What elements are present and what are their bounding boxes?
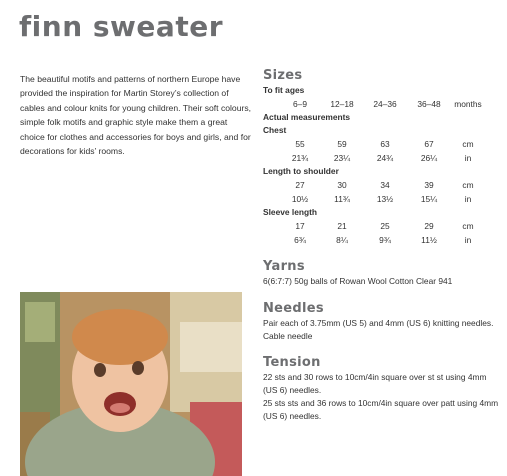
actual-label: Actual measurements [263, 112, 351, 122]
pattern-details [263, 68, 503, 423]
size-cell: 12–18 [330, 99, 354, 109]
intro-paragraph: The beautiful motifs and patterns of northern Europe have provided the inspiration for Martin Storey’s collection of cables and colour knits for young children. Their soft colours, simple folk motifs and graphic style make them a great choice for clothes and accessories for boys and girls, and for decorations for kids’ rooms. [20, 74, 252, 157]
needles-text-2: Cable needle [263, 331, 313, 341]
size-cell: 13½ [376, 194, 394, 204]
length-cm-row [263, 178, 503, 192]
size-cell: 11¾ [334, 194, 350, 204]
size-cell: 24¾ [376, 153, 394, 163]
size-unit: cm [462, 221, 474, 231]
yarns-heading: Yarns [263, 259, 305, 274]
size-cell: 6¾ [294, 235, 306, 245]
size-cell: 27 [295, 180, 305, 190]
size-cell: 17 [295, 221, 305, 231]
needles-heading: Needles [263, 301, 324, 316]
size-cell: 63 [380, 139, 390, 149]
length-label: Length to shoulder [263, 166, 339, 176]
chest-label: Chest [263, 125, 287, 135]
size-unit: cm [462, 139, 474, 149]
size-cell: 21 [337, 221, 347, 231]
tension-heading: Tension [263, 355, 321, 370]
yarns-text: 6(6:7:7) 50g balls of Rowan Wool Cotton Clear 941 [263, 276, 453, 286]
needles-text: Pair each of 3.75mm (US 5) and 4mm (US 6) knitting needles. [263, 318, 494, 328]
size-cell: 21¾ [291, 153, 309, 163]
chest-in-row [263, 151, 503, 165]
size-cell: 55 [295, 139, 305, 149]
photo-illustration [20, 292, 242, 476]
size-cell: 24–36 [373, 99, 397, 109]
page-title: finn sweater [19, 10, 223, 43]
size-unit: months [454, 99, 482, 109]
sizes-heading: Sizes [263, 68, 303, 83]
size-cell: 59 [337, 139, 347, 149]
sleeve-in-row [263, 233, 503, 247]
size-cell: 11½ [421, 235, 437, 245]
sleeve-label: Sleeve length [263, 207, 317, 217]
tension-text-2: 25 sts sts and 36 rows to 10cm/4in square over patt using 4mm (US 6) needles. [263, 398, 499, 421]
chest-cm-row [263, 137, 503, 151]
baby-photo [20, 292, 242, 476]
tension-text: 22 sts and 30 rows to 10cm/4in square over st st using 4mm (US 6) needles. [263, 372, 487, 395]
size-unit: in [464, 153, 472, 163]
size-cell: 34 [380, 180, 390, 190]
to-fit-label: To fit ages [263, 85, 305, 95]
size-unit: in [464, 194, 472, 204]
size-cell: 9¾ [379, 235, 391, 245]
sleeve-cm-row [263, 219, 503, 233]
size-cell: 8¼ [336, 235, 348, 245]
size-cell: 10½ [291, 194, 309, 204]
size-cell: 30 [337, 180, 347, 190]
size-cell: 67 [424, 139, 434, 149]
size-cell: 29 [424, 221, 434, 231]
size-unit: cm [462, 180, 474, 190]
size-cell: 36–48 [417, 99, 441, 109]
size-cell: 6–9 [293, 99, 307, 109]
size-unit: in [464, 235, 472, 245]
size-cell: 23¼ [333, 153, 351, 163]
ages-row [263, 97, 503, 111]
size-cell: 39 [424, 180, 434, 190]
size-cell: 15¼ [420, 194, 438, 204]
size-cell: 25 [380, 221, 390, 231]
size-cell: 26¼ [420, 153, 438, 163]
length-in-row [263, 192, 503, 206]
